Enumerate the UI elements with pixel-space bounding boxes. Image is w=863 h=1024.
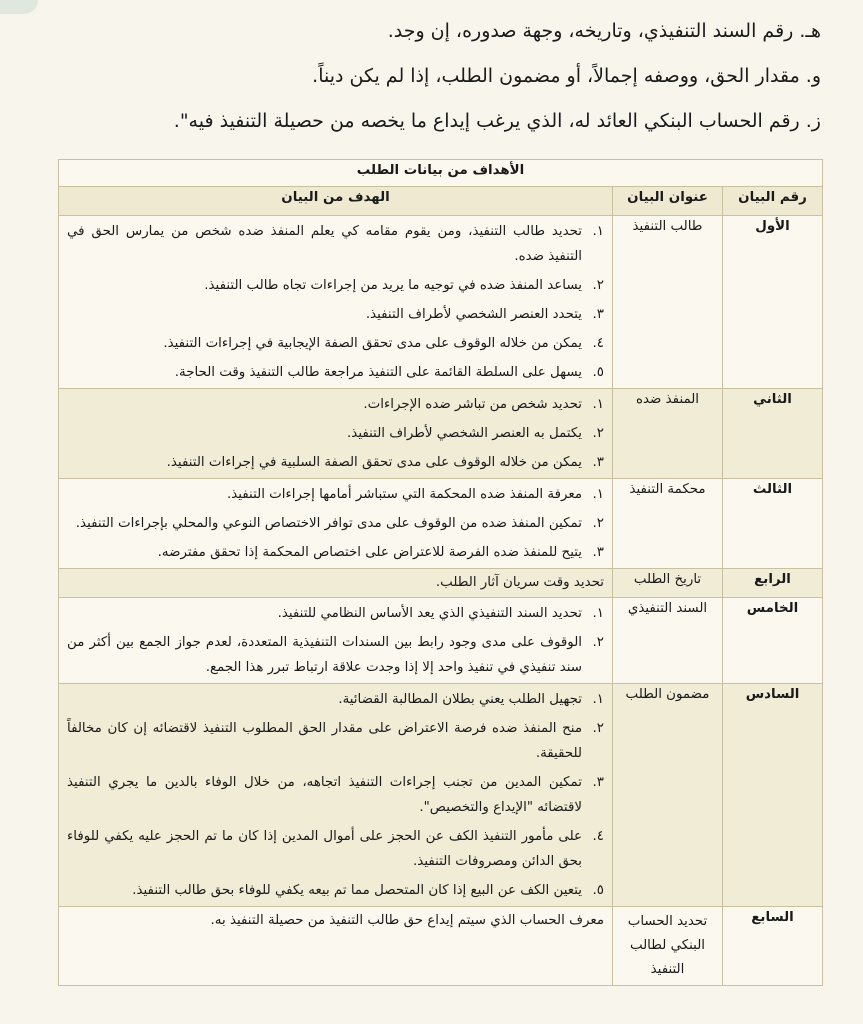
goal-text: منح المنفذ ضده فرصة الاعتراض على مقدار الحق المطلوب التنفيذ لاقتضائه إن كان مخالفاً للحقيقة. bbox=[67, 721, 582, 761]
intro-item-z: ز. رقم الحساب البنكي العائد له، الذي يرغب إيداع ما يخصه من حصيلة التنفيذ فيه". bbox=[173, 110, 821, 132]
goal-text: الوقوف على مدى وجود رابط بين السندات التنفيذية المتعددة، لعدم جواز الجمع بين أكثر من سند تنفيذي في تنفيذ واحد إلا إذا وجدت علاقة ارتباط تبرر هذا الجمع. bbox=[67, 635, 582, 675]
row-label: مضمون الطلب bbox=[613, 684, 723, 907]
goal-number: ٢. bbox=[592, 635, 604, 650]
goal-text: تمكين المدين من تجنب إجراءات التنفيذ اتجاهه، من خلال الوفاء بالدين ما يجري التنفيذ لاقتضائه "الإيداع والتخصيص". bbox=[67, 775, 582, 815]
goal-number: ٢. bbox=[592, 516, 604, 531]
row-number: السادس bbox=[723, 684, 823, 907]
intro-item-w: و. مقدار الحق، ووصفه إجمالاً، أو مضمون الطلب، إذا لم يكن ديناً. bbox=[312, 65, 821, 87]
row-label: محكمة التنفيذ bbox=[613, 479, 723, 569]
goal-text: تمكين المنفذ ضده من الوقوف على مدى توافر الاختصاص النوعي والمحلي بإجراءات التنفيذ. bbox=[75, 516, 582, 531]
goal-item bbox=[67, 687, 604, 712]
corner-decoration bbox=[0, 0, 38, 14]
goal-number: ١. bbox=[592, 224, 604, 239]
row-number: الأول bbox=[723, 216, 823, 389]
goal-item bbox=[67, 302, 604, 327]
goals-table bbox=[58, 159, 823, 986]
goal-text: يتحدد العنصر الشخصي لأطراف التنفيذ. bbox=[365, 307, 582, 322]
goal-text: معرفة المنفذ ضده المحكمة التي ستباشر أمامها إجراءات التنفيذ. bbox=[226, 487, 582, 502]
goal-text: تحديد طالب التنفيذ، ومن يقوم مقامه كي يعلم المنفذ ضده شخص من يمارس الحق في التنفيذ ضده. bbox=[67, 224, 582, 264]
goal-text: يمكن من خلاله الوقوف على مدى تحقق الصفة السلبية في إجراءات التنفيذ. bbox=[166, 455, 582, 470]
goal-number: ٣. bbox=[592, 775, 604, 790]
goal-item bbox=[67, 540, 604, 565]
table-row bbox=[59, 216, 823, 389]
header-number: رقم البيان bbox=[723, 187, 823, 216]
goal-text: تحديد وقت سريان آثار الطلب. bbox=[435, 575, 604, 590]
row-number: الرابع bbox=[723, 569, 823, 598]
table-title: الأهداف من بيانات الطلب bbox=[59, 160, 823, 187]
goal-text: يكتمل به العنصر الشخصي لأطراف التنفيذ. bbox=[347, 426, 582, 441]
goal-number: ١. bbox=[592, 487, 604, 502]
goal-item bbox=[67, 511, 604, 536]
row-number: الثالث bbox=[723, 479, 823, 569]
goal-text: يساعد المنفذ ضده في توجيه ما يريد من إجراءات تجاه طالب التنفيذ. bbox=[204, 278, 582, 293]
goal-text: على مأمور التنفيذ الكف عن الحجز على أموال المدين إذا كان ما تم الحجز عليه يكفي للوفاء بحق الدائن ومصروفات التنفيذ. bbox=[67, 829, 582, 869]
goal-number: ١. bbox=[592, 397, 604, 412]
goal-item bbox=[67, 421, 604, 446]
goal-item bbox=[67, 630, 604, 680]
row-goals bbox=[59, 598, 613, 684]
goal-item bbox=[67, 273, 604, 298]
row-label: طالب التنفيذ bbox=[613, 216, 723, 389]
goal-item bbox=[67, 450, 604, 475]
goal-item bbox=[67, 601, 604, 626]
table-row bbox=[59, 598, 823, 684]
goal-item bbox=[67, 770, 604, 820]
goal-number: ٢. bbox=[592, 278, 604, 293]
goal-text: يسهل على السلطة القائمة على التنفيذ مراجعة طالب التنفيذ وقت الحاجة. bbox=[174, 365, 582, 380]
table-row bbox=[59, 389, 823, 479]
header-label: عنوان البيان bbox=[613, 187, 723, 216]
row-goals bbox=[59, 569, 613, 598]
goal-text: معرف الحساب الذي سيتم إيداع حق طالب التنفيذ من حصيلة التنفيذ به. bbox=[210, 913, 604, 928]
row-label: المنفذ ضده bbox=[613, 389, 723, 479]
row-label: تاريخ الطلب bbox=[613, 569, 723, 598]
table-row bbox=[59, 907, 823, 986]
table-row bbox=[59, 684, 823, 907]
goal-number: ٣. bbox=[592, 307, 604, 322]
intro-item-h: هـ. رقم السند التنفيذي، وتاريخه، وجهة صدوره، إن وجد. bbox=[387, 20, 821, 42]
goal-item bbox=[67, 716, 604, 766]
table-row bbox=[59, 479, 823, 569]
header-goal: الهدف من البيان bbox=[59, 187, 613, 216]
goal-number: ٤. bbox=[592, 829, 604, 844]
goal-number: ٥. bbox=[592, 365, 604, 380]
goal-item bbox=[67, 824, 604, 874]
goal-number: ٣. bbox=[592, 455, 604, 470]
goal-number: ٤. bbox=[592, 336, 604, 351]
goal-number: ١. bbox=[592, 692, 604, 707]
row-label: السند التنفيذي bbox=[613, 598, 723, 684]
goal-number: ٣. bbox=[592, 545, 604, 560]
goal-text: يمكن من خلاله الوقوف على مدى تحقق الصفة الإيجابية في إجراءات التنفيذ. bbox=[163, 336, 582, 351]
goal-number: ١. bbox=[592, 606, 604, 621]
goal-text: تحديد شخص من تباشر ضده الإجراءات. bbox=[363, 397, 582, 412]
row-goals bbox=[59, 389, 613, 479]
goal-item bbox=[67, 219, 604, 269]
row-label: تحديد الحساب البنكي لطالب التنفيذ bbox=[613, 907, 723, 986]
goal-item bbox=[67, 392, 604, 417]
goal-number: ٢. bbox=[592, 426, 604, 441]
goal-number: ٢. bbox=[592, 721, 604, 736]
row-number: الثاني bbox=[723, 389, 823, 479]
row-goals bbox=[59, 907, 613, 986]
goal-number: ٥. bbox=[592, 883, 604, 898]
row-goals bbox=[59, 479, 613, 569]
row-goals bbox=[59, 216, 613, 389]
row-goals bbox=[59, 684, 613, 907]
intro-list bbox=[40, 18, 821, 153]
goal-item bbox=[67, 482, 604, 507]
goal-text: يتيح للمنفذ ضده الفرصة للاعتراض على اختصاص المحكمة إذا تحقق مفترضه. bbox=[157, 545, 582, 560]
goal-text: تحديد السند التنفيذي الذي يعد الأساس النظامي للتنفيذ. bbox=[277, 606, 582, 621]
goal-text: يتعين الكف عن البيع إذا كان المتحصل مما تم بيعه يكفي للوفاء بحق طالب التنفيذ. bbox=[132, 883, 582, 898]
goal-item bbox=[67, 360, 604, 385]
row-number: الخامس bbox=[723, 598, 823, 684]
table-row bbox=[59, 569, 823, 598]
row-number: السابع bbox=[723, 907, 823, 986]
goal-item bbox=[67, 878, 604, 903]
goal-text: تجهيل الطلب يعني بطلان المطالبة القضائية. bbox=[338, 692, 582, 707]
goal-item bbox=[67, 331, 604, 356]
